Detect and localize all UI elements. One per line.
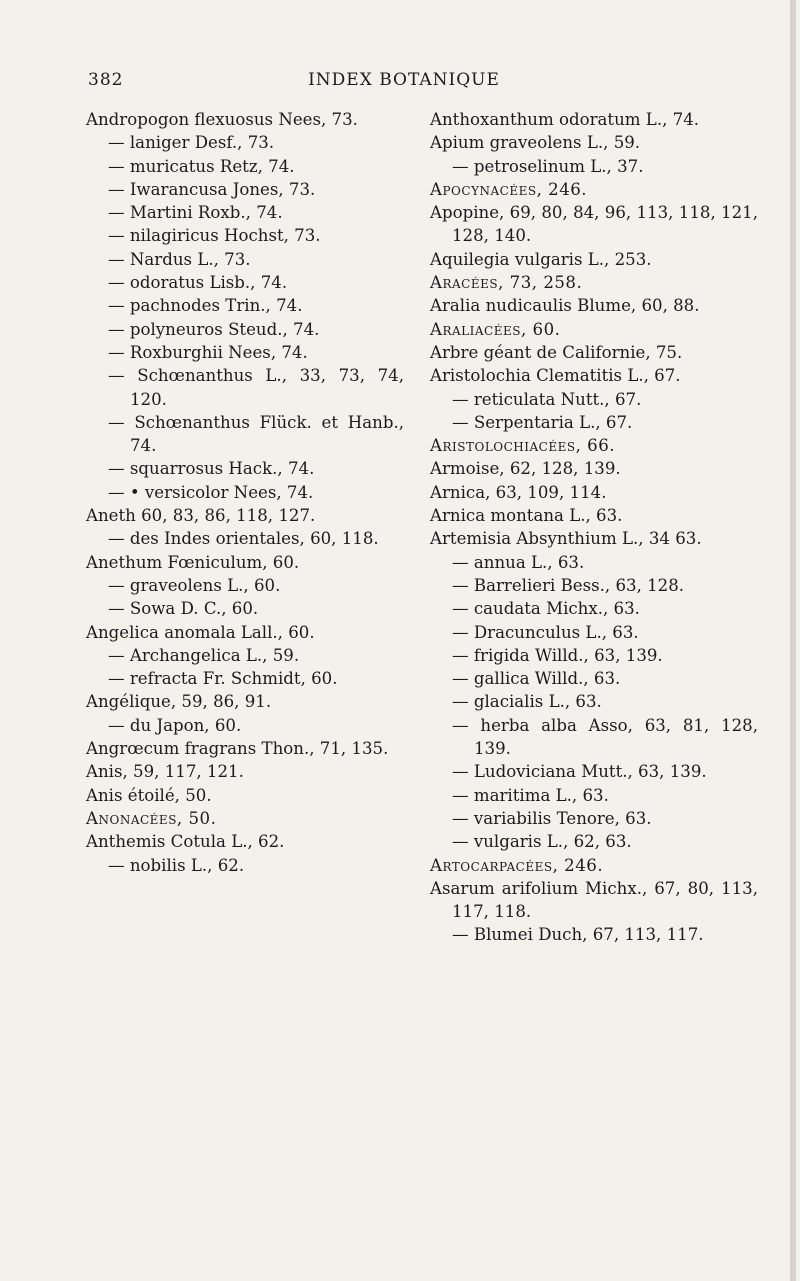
index-entry: — des Indes orientales, 60, 118. <box>108 529 379 549</box>
index-entry: — Archangelica L., 59. <box>108 645 300 665</box>
index-entry: Anis étoilé, 50. <box>86 785 212 805</box>
index-entry: — Iwarancusa Jones, 73. <box>108 179 316 199</box>
index-entry: — polyneuros Steud., 74. <box>108 319 320 339</box>
index-entry: Anthoxanthum odoratum L., 74. <box>430 110 700 129</box>
index-entry: Andropogon flexuosus Nees, 73. <box>86 110 358 129</box>
page-number: 382 <box>88 70 124 90</box>
index-entry: — pachnodes Trin., 74. <box>108 296 303 316</box>
index-entry: Angelica anomala Lall., 60. <box>86 622 315 642</box>
index-entry: — caudata Michx., 63. <box>452 599 640 619</box>
index-entry: Aneth 60, 83, 86, 118, 127. <box>86 506 316 526</box>
index-entry: Arbre géant de Californie, 75. <box>430 342 683 362</box>
index-entry: — laniger Desf., 73. <box>108 133 275 153</box>
index-entry: — Nardus L., 73. <box>108 249 251 269</box>
index-entry: Angélique, 59, 86, 91. <box>86 692 272 712</box>
index-entry: Arnica, 63, 109, 114. <box>430 482 607 502</box>
index-entry: — graveolens L., 60. <box>108 575 281 595</box>
index-entry: Asarum arifolium Michx., 67, 80, 113, 117, 118. <box>430 878 758 922</box>
index-entry: — Schœnanthus L., 33, 73, 74, 120. <box>108 366 404 409</box>
index-entry: — Martini Roxb., 74. <box>108 203 283 223</box>
index-column-right <box>430 108 758 947</box>
index-entry: Artocarpacées, 246. <box>430 855 604 875</box>
index-entry: — reticulata Nutt., 67. <box>452 389 642 409</box>
index-entry: Angrœcum fragrans Thon., 71, 135. <box>86 739 389 759</box>
index-entry: — frigida Willd., 63, 139. <box>452 645 663 665</box>
index-entry: Arnica montana L., 63. <box>430 506 623 526</box>
index-entry: — squarrosus Hack., 74. <box>108 459 315 479</box>
index-entry: — Serpentaria L., 67. <box>452 412 633 432</box>
index-entry: — Roxburghii Nees, 74. <box>108 342 308 362</box>
index-entry: Aristolochia Clematitis L., 67. <box>430 366 681 386</box>
page-header <box>88 70 720 94</box>
index-entry: Apocynacées, 246. <box>430 179 588 199</box>
index-entry: — du Japon, 60. <box>108 715 242 735</box>
index-entry: — Barrelieri Bess., 63, 128. <box>452 575 685 595</box>
index-entry: — maritima L., 63. <box>452 785 609 805</box>
index-entry: — Dracunculus L., 63. <box>452 622 639 642</box>
running-title: INDEX BOTANIQUE <box>308 70 500 90</box>
index-entry: Aristolochiacées, 66. <box>430 436 616 456</box>
index-entry: Apopine, 69, 80, 84, 96, 113, 118, 121, 128, 140. <box>430 203 758 246</box>
index-entry: — Sowa D. C., 60. <box>108 599 259 619</box>
index-entry: Artemisia Absynthium L., 34 63. <box>430 529 702 549</box>
index-entry: — refracta Fr. Schmidt, 60. <box>108 669 338 689</box>
index-entry: — Schœnanthus Flück. et Hanb., 74. <box>108 412 404 456</box>
index-entry: — Blumei Duch, 67, 113, 117. <box>452 925 704 945</box>
index-entry: — annua L., 63. <box>452 552 585 572</box>
index-entry: — glacialis L., 63. <box>452 692 602 712</box>
index-entry: — nilagiricus Hochst, 73. <box>108 226 321 246</box>
index-entry: Aralia nudicaulis Blume, 60, 88. <box>430 296 700 316</box>
index-entry: — vulgaris L., 62, 63. <box>452 832 632 852</box>
index-entry: — variabilis Tenore, 63. <box>452 808 652 828</box>
index-entry: Anthemis Cotula L., 62. <box>86 832 285 852</box>
page-edge-rule <box>790 0 796 1281</box>
index-entry: Anethum Fœniculum, 60. <box>86 552 300 572</box>
index-entry: Aquilegia vulgaris L., 253. <box>430 249 652 269</box>
index-entry: — herba alba Asso, 63, 81, 128, 139. <box>452 715 758 759</box>
index-entry: Anis, 59, 117, 121. <box>86 762 244 782</box>
index-entry: — gallica Willd., 63. <box>452 669 621 689</box>
index-entry: Araliacées, 60. <box>430 319 561 339</box>
index-entry: — • versicolor Nees, 74. <box>108 482 314 502</box>
index-entry: — petroselinum L., 37. <box>452 156 644 176</box>
index-entry: Apium graveolens L., 59. <box>430 133 641 153</box>
index-entry: Armoise, 62, 128, 139. <box>430 459 621 479</box>
index-entry: — Ludoviciana Mutt., 63, 139. <box>452 762 707 782</box>
index-column-left <box>86 108 404 877</box>
index-entry: — odoratus Lisb., 74. <box>108 273 288 293</box>
index-entry: Aracées, 73, 258. <box>430 273 583 293</box>
index-entry: — muricatus Retz, 74. <box>108 156 295 176</box>
index-entry: Anonacées, 50. <box>86 808 217 828</box>
index-entry: — nobilis L., 62. <box>108 855 245 875</box>
